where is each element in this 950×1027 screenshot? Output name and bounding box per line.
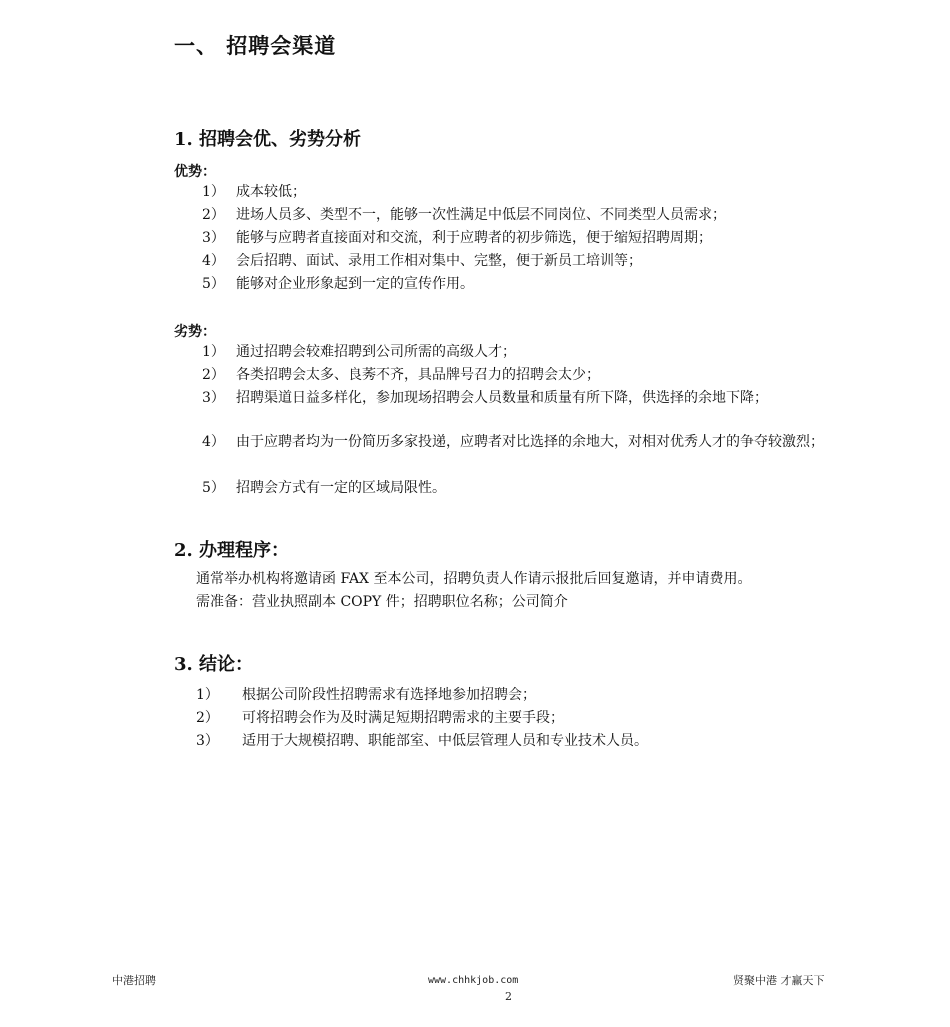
item-text: 能够与应聘者直接面对和交流，利于应聘者的初步筛选，便于缩短招聘周期；	[236, 230, 712, 246]
conclusion-item	[196, 707, 856, 730]
section1-title: 1. 招聘会优、劣势分析	[174, 129, 362, 150]
item-number: 2）	[202, 207, 225, 223]
procedure-line: 通常举办机构将邀请函 FAX 至本公司，招聘负责人作请示报批后回复邀请，并申请费用。	[196, 571, 752, 587]
item-text: 招聘渠道日益多样化，参加现场招聘会人员数量和质量有所下降，供选择的余地下降；	[236, 390, 768, 406]
advantage-item	[202, 274, 862, 295]
item-number: 3）	[202, 230, 225, 246]
preparation-line: 需准备：营业执照副本 COPY 件；招聘职位名称；公司简介	[196, 594, 568, 610]
item-text: 通过招聘会较难招聘到公司所需的高级人才；	[236, 344, 516, 360]
item-text: 根据公司阶段性招聘需求有选择地参加招聘会；	[242, 687, 536, 703]
item-text: 成本较低；	[236, 184, 306, 200]
chapter-title: 一、 招聘会渠道	[174, 33, 337, 58]
disadvantage-item	[202, 478, 862, 499]
item-number: 2）	[202, 367, 225, 383]
page-number: 2	[505, 990, 512, 1003]
item-number: 4）	[202, 434, 225, 450]
item-number: 5）	[202, 480, 225, 496]
disadvantage-item	[202, 432, 862, 453]
footer-url: www.chhkjob.com	[428, 975, 519, 986]
item-number: 5）	[202, 276, 225, 292]
advantage-item	[202, 205, 862, 226]
item-text: 招聘会方式有一定的区域局限性。	[236, 480, 446, 496]
footer-left: 中港招聘	[112, 974, 156, 987]
conclusion-item	[196, 730, 856, 753]
disadvantage-item	[202, 342, 862, 363]
section2-title: 2. 办理程序：	[174, 540, 290, 561]
item-text: 各类招聘会太多、良莠不齐，具品牌号召力的招聘会太少；	[236, 367, 600, 383]
item-number: 3）	[196, 733, 219, 749]
item-text: 会后招聘、面试、录用工作相对集中、完整，便于新员工培训等；	[236, 253, 642, 269]
advantage-item	[202, 182, 862, 203]
conclusion-item	[196, 684, 856, 707]
item-text: 可将招聘会作为及时满足短期招聘需求的主要手段；	[242, 710, 564, 726]
item-text: 能够对企业形象起到一定的宣传作用。	[236, 276, 474, 292]
disadvantage-item	[202, 388, 862, 409]
item-number: 1）	[202, 184, 225, 200]
item-text: 适用于大规模招聘、职能部室、中低层管理人员和专业技术人员。	[242, 733, 648, 749]
item-number: 1）	[202, 344, 225, 360]
item-number: 1）	[196, 687, 219, 703]
advantages-label: 优势：	[174, 164, 216, 180]
advantage-item	[202, 228, 862, 249]
item-number: 4）	[202, 253, 225, 269]
advantage-item	[202, 251, 862, 272]
disadvantage-item	[202, 365, 862, 386]
item-number: 2）	[196, 710, 219, 726]
item-text: 进场人员多、类型不一，能够一次性满足中低层不同岗位、不同类型人员需求；	[236, 207, 726, 223]
item-text: 由于应聘者均为一份简历多家投递，应聘者对比选择的余地大，对相对优秀人才的争夺较激烈；	[236, 434, 824, 450]
disadvantages-label: 劣势：	[174, 324, 216, 340]
section3-title: 3. 结论：	[174, 654, 254, 675]
footer-right: 贤聚中港 才赢天下	[733, 974, 825, 987]
item-number: 3）	[202, 390, 225, 406]
